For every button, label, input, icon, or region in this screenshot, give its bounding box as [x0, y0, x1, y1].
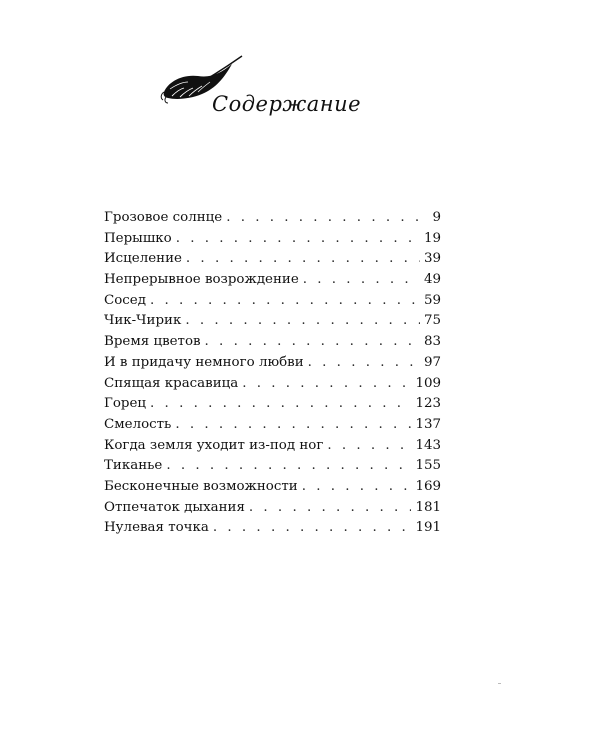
- toc-entry-page: 49: [423, 272, 441, 288]
- toc-dot-leader: [176, 229, 420, 250]
- toc-entry-title: Горец: [104, 396, 147, 412]
- toc-entry: [104, 332, 441, 353]
- page-title: Содержание: [212, 92, 362, 116]
- toc-entry-page: 169: [415, 478, 441, 494]
- toc-dot-leader: [205, 332, 420, 353]
- table-of-contents: [104, 208, 441, 539]
- toc-entry: [104, 353, 441, 374]
- toc-entry-title: Чик-Чирик: [104, 313, 182, 329]
- toc-dot-leader: [249, 498, 412, 519]
- toc-entry: [104, 249, 441, 270]
- toc-entry-page: 143: [415, 437, 441, 453]
- toc-entry-title: Спящая красавица: [104, 375, 239, 391]
- toc-entry: [104, 208, 441, 229]
- toc-dot-leader: [308, 353, 420, 374]
- toc-entry: [104, 436, 441, 457]
- toc-dot-leader: [166, 456, 411, 477]
- toc-entry-page: 181: [415, 499, 441, 515]
- toc-entry-title: И в придачу немного любви: [104, 354, 304, 370]
- toc-dot-leader: [150, 291, 420, 312]
- toc-entry-title: Смелость: [104, 416, 172, 432]
- toc-entry-title: Грозовое солнце: [104, 210, 223, 225]
- toc-dot-leader: [185, 311, 420, 332]
- toc-entry-page: 97: [423, 354, 441, 370]
- toc-entry: [104, 498, 441, 519]
- toc-entry-page: 83: [423, 334, 441, 350]
- toc-entry: [104, 311, 441, 332]
- toc-entry-page: 155: [415, 458, 441, 474]
- toc-dot-leader: [327, 436, 411, 457]
- toc-entry-title: Отпечаток дыхания: [104, 499, 245, 515]
- toc-entry-title: Непрерывное возрождение: [104, 272, 299, 288]
- toc-entry: [104, 518, 441, 539]
- toc-entry: [104, 394, 441, 415]
- toc-entry: [104, 456, 441, 477]
- toc-dot-leader: [302, 477, 412, 498]
- toc-dot-leader: [186, 249, 420, 270]
- toc-entry-page: 39: [423, 251, 441, 267]
- toc-entry-title: Сосед: [104, 292, 146, 308]
- toc-entry: [104, 477, 441, 498]
- toc-entry-page: 191: [415, 520, 441, 536]
- toc-entry-page: 9: [432, 210, 441, 225]
- toc-entry: [104, 229, 441, 250]
- toc-entry-title: Бесконечные возможности: [104, 478, 298, 494]
- toc-entry: [104, 270, 441, 291]
- scan-speck: [498, 683, 501, 684]
- toc-entry-page: 137: [415, 416, 441, 432]
- toc-dot-leader: [226, 208, 428, 229]
- toc-entry-title: Исцеление: [104, 251, 182, 267]
- toc-dot-leader: [150, 394, 411, 415]
- toc-entry-page: 75: [423, 313, 441, 329]
- toc-entry-title: Время цветов: [104, 334, 201, 350]
- toc-entry-title: Нулевая точка: [104, 520, 209, 536]
- toc-dot-leader: [175, 415, 411, 436]
- toc-entry: [104, 374, 441, 395]
- toc-entry-title: Перышко: [104, 230, 172, 246]
- toc-entry-page: 19: [423, 230, 441, 246]
- toc-dot-leader: [242, 374, 411, 395]
- toc-entry: [104, 291, 441, 312]
- toc-entry-page: 59: [423, 292, 441, 308]
- toc-entry-title: Тиканье: [104, 458, 163, 474]
- toc-entry-page: 123: [415, 396, 441, 412]
- toc-entry-page: 109: [415, 375, 441, 391]
- toc-dot-leader: [303, 270, 420, 291]
- toc-entry-title: Когда земля уходит из-под ног: [104, 437, 324, 453]
- toc-dot-leader: [213, 518, 412, 539]
- toc-entry: [104, 415, 441, 436]
